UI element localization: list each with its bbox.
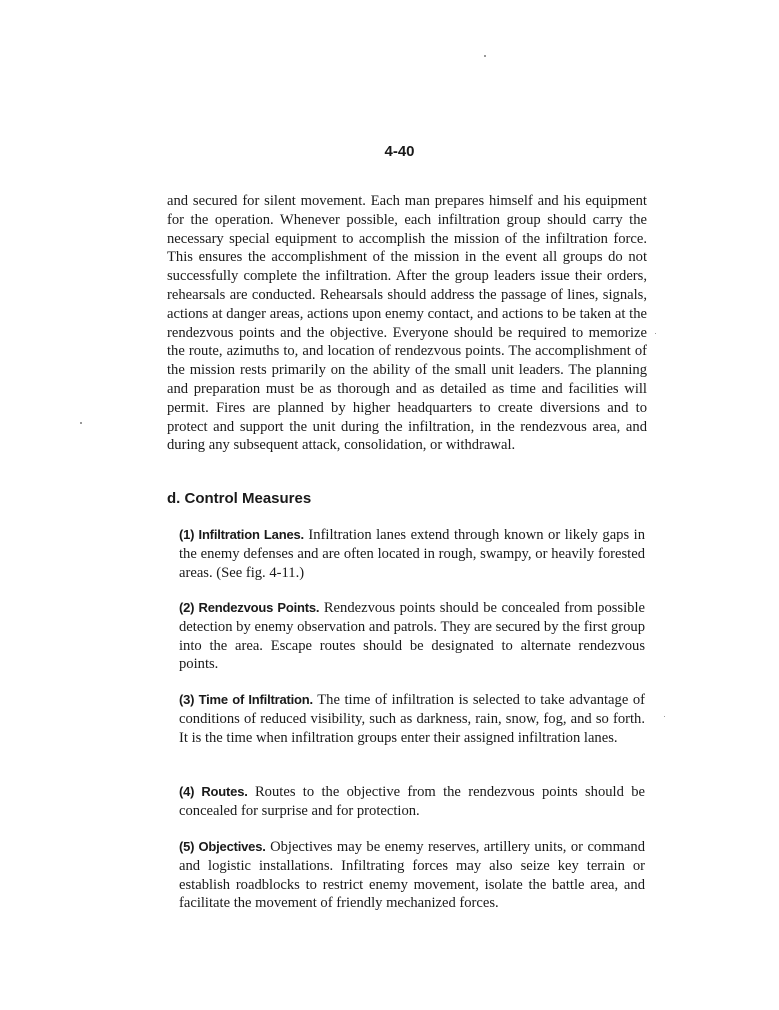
item-text: The time of infiltration is selected to take advantage of conditions of reduced visibility, such as darkness, rain, snow, fog, and so forth. It is the time when infiltration groups enter their assigned infiltration lanes. <box>179 692 646 746</box>
section-heading: d. Control Measures <box>167 490 312 507</box>
scan-speck <box>655 333 656 334</box>
control-measure-item <box>179 838 645 913</box>
scan-speck <box>80 422 82 424</box>
scan-speck <box>664 716 665 717</box>
intro-paragraph: and secured for silent movement. Each man prepares himself and his equipment for the operation. Whenever possible, each infiltration group should carry the necessary special equipment to accomplish the mission of the infiltration force. This ensures the accomplishment of the mission in the event all groups do not successfully complete the infiltration. After the group leaders issue their orders, rehearsals are conducted. Rehearsals should address the passage of lines, signals, actions at danger areas, actions upon enemy contact, and actions to be taken at the rendezvous points and the objective. Everyone should be required to memorize the route, azimuths to, and location of rendezvous points. The accomplishment of the mission rests primarily on the ability of the small unit leaders. The planning and preparation must be as thorough and as detailed as time and facilities will permit. Fires are planned by higher headquarters to create diversions and to protect and support the unit during the infiltration, in the rendezvous area, and during any subsequent attack, consolidation, or withdrawal. <box>167 193 647 454</box>
control-measure-item <box>179 691 645 747</box>
item-label: (3) Time of Infiltration. <box>179 692 313 707</box>
item-text: Infiltration lanes extend through known or likely gaps in the enemy defenses and are often located in rough, swampy, or heavily forested areas. (See fig. 4-11.) <box>179 527 645 581</box>
control-measure-item <box>179 599 645 674</box>
item-label: (5) Objectives. <box>179 839 266 854</box>
scan-speck <box>484 55 486 57</box>
item-text: Objectives may be enemy reserves, artillery units, or command and logistic installations. Infiltrating forces may also seize key terrain or establish roadblocks to restrict enemy movement, isolate the battle area, and facilitate the movement of friendly mechanized forces. <box>179 839 645 912</box>
item-label: (2) Rendezvous Points. <box>179 600 320 615</box>
item-label: (1) Infiltration Lanes. <box>179 527 304 542</box>
page-number: 4-40 <box>384 143 415 160</box>
item-text: Routes to the objective from the rendezvous points should be concealed for surprise and for protection. <box>179 784 645 819</box>
item-text: Rendezvous points should be concealed from possible detection by enemy observation and patrols. They are secured by the first group into the area. Escape routes should be designated to alternate rendezvous points. <box>179 600 645 673</box>
control-measure-item <box>179 526 645 582</box>
control-measure-item <box>179 783 645 821</box>
item-label: (4) Routes. <box>179 784 248 799</box>
